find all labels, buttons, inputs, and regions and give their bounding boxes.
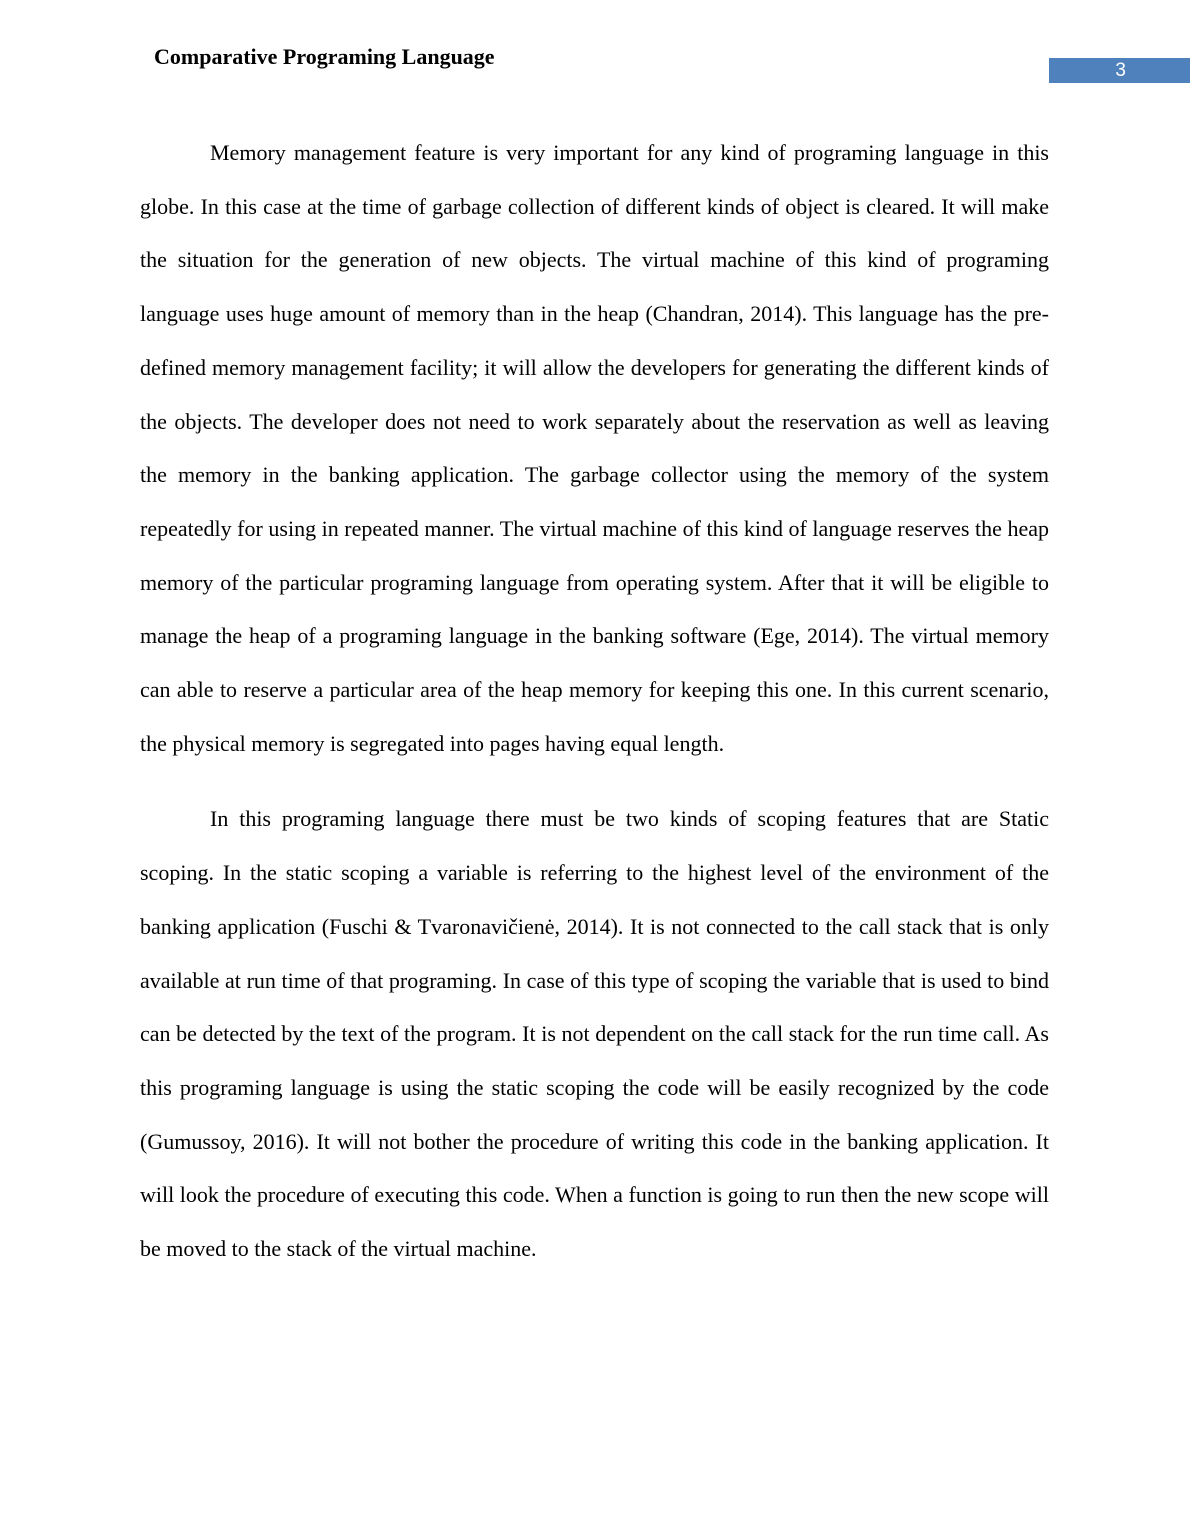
paragraph-memory-management: Memory management feature is very important for any kind of programing language in this globe. In this case at the time of garbage collection of different kinds of object is cleared. It will make the situation for the generation of new objects. The virtual machine of this kind of programing language uses huge amount of memory than in the heap (Chandran, 2014). This language has the pre-defined memory management facility; it will allow the developers for generating the different kinds of the objects. The developer does not need to work separately about the reservation as well as leaving the memory in the banking application. The garbage collector using the memory of the system repeatedly for using in repeated manner. The virtual machine of this kind of language reserves the heap memory of the particular programing language from operating system. After that it will be eligible to manage the heap of a programing language in the banking software (Ege, 2014). The virtual memory can able to reserve a particular area of the heap memory for keeping this one. In this current scenario, the physical memory is segregated into pages having equal length.	[140, 140, 1049, 756]
running-header-title: Comparative Programing Language	[154, 44, 495, 69]
paragraph-static-scoping: In this programing language there must be two kinds of scoping features that are Static scoping. In the static scoping a variable is referring to the highest level of the environment of the banking application (Fuschi & Tvaronavičienė, 2014). It is not connected to the call stack that is only available at run time of that programing. In case of this type of scoping the variable that is used to bind can be detected by the text of the program. It is not dependent on the call stack for the run time call. As this programing language is using the static scoping the code will be easily recognized by the code (Gumussoy, 2016). It will not bother the procedure of writing this code in the banking application. It will look the procedure of executing this code. When a function is going to run then the new scope will be moved to the stack of the virtual machine.	[140, 806, 1049, 1262]
body-text	[140, 126, 1049, 1276]
page-number-badge	[1049, 58, 1190, 83]
page-number: 3	[1115, 60, 1126, 81]
